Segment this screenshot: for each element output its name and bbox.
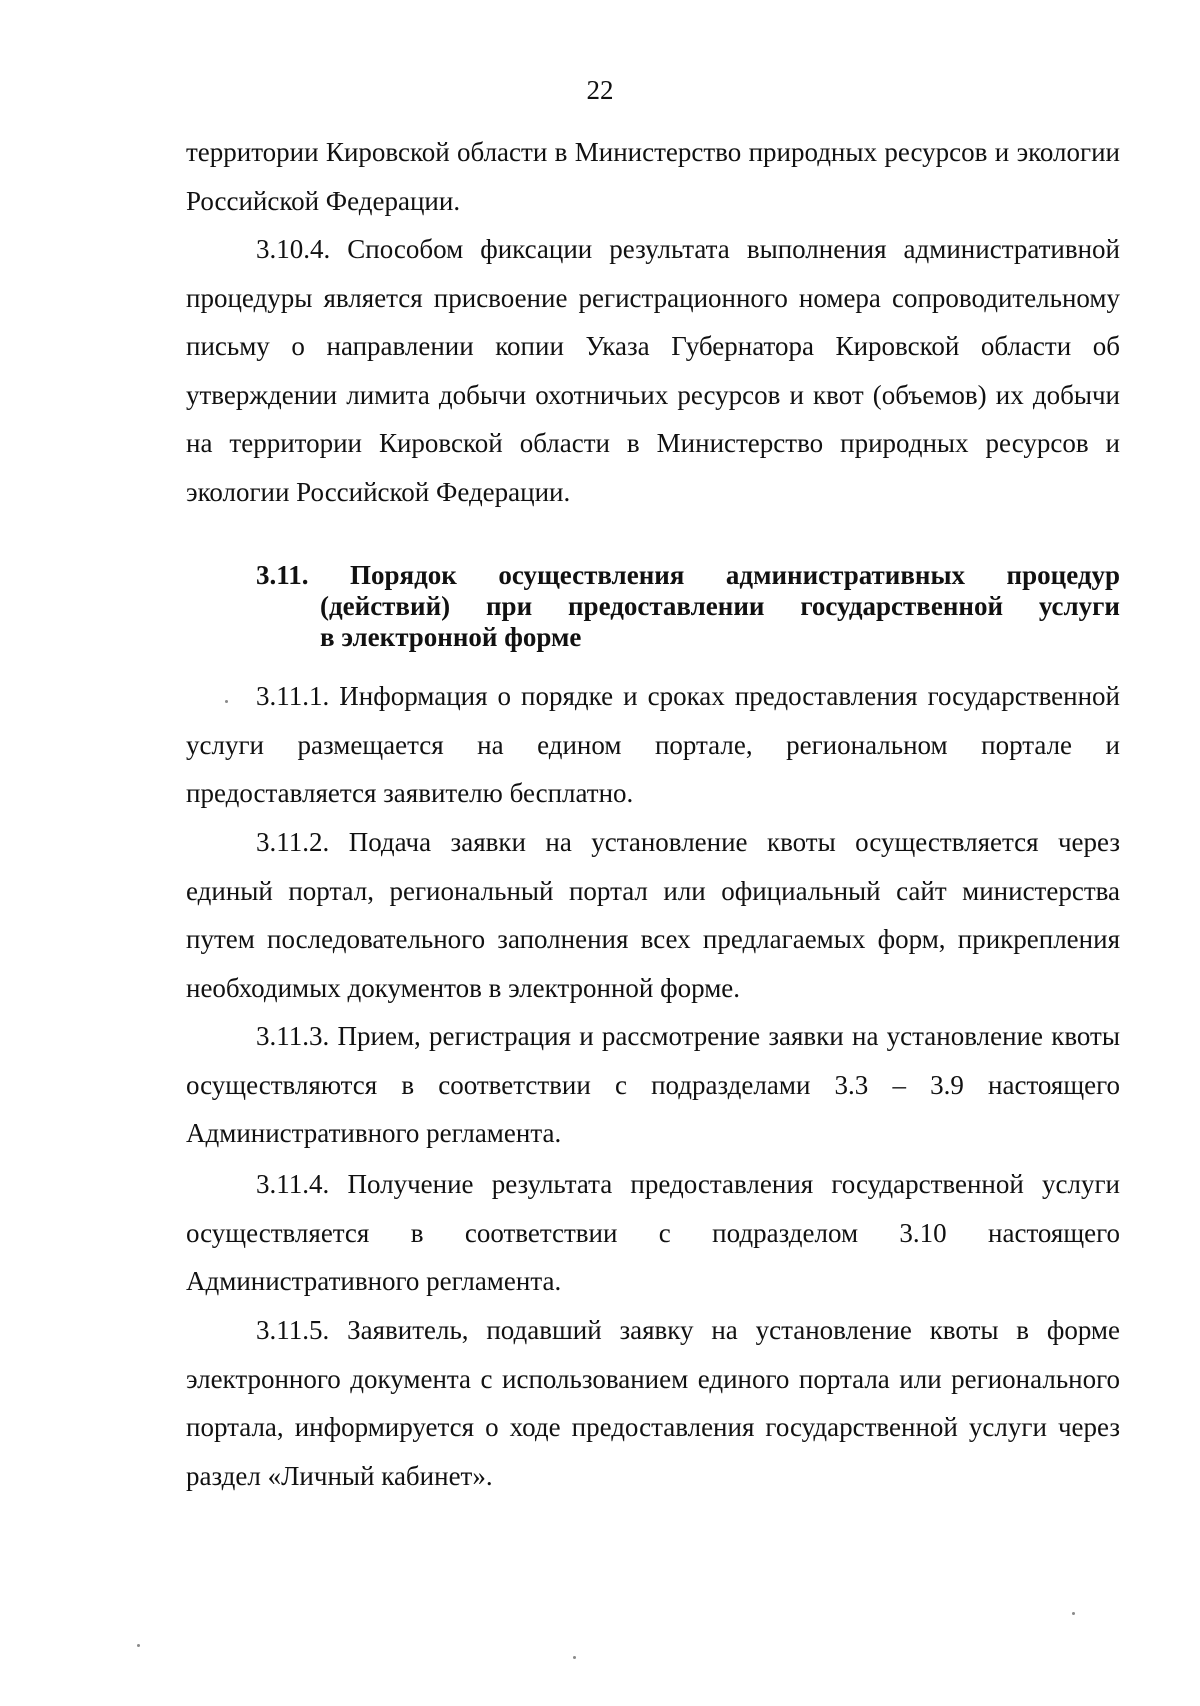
paragraph-3-11-2 — [186, 818, 1120, 1012]
section-heading-3-11 — [186, 560, 1120, 653]
paragraph-text: 3.11.5. Заявитель, подавший заявку на установление квоты в форме электронного документа с использованием единого портала или регионального портала, информируется о ходе предоставления государственной услуги через раздел «Личный кабинет». — [186, 1315, 1120, 1491]
heading-line: 3.11. Порядок осуществления административных процедур — [256, 560, 1120, 590]
heading-line: в электронной форме — [320, 622, 582, 652]
paragraph-text: 3.11.3. Прием, регистрация и рассмотрение заявки на установление квоты осуществляются в соответствии с подразделами 3.3 – 3.9 настоящего Административного регламента. — [186, 1021, 1120, 1148]
scan-speck — [573, 1656, 576, 1659]
paragraph-text: 3.11.1. Информация о порядке и сроках предоставления государственной услуги размещается на едином портале, региональном портале и предоставляется заявителю бесплатно. — [186, 681, 1120, 808]
paragraph-3-10-4 — [186, 225, 1120, 516]
scan-speck — [137, 1644, 140, 1647]
paragraph-text: 3.11.2. Подача заявки на установление квоты осуществляется через единый портал, региональный портал или официальный сайт министерства путем последовательного заполнения всех предлагаемых форм, прикрепления необходимых документов в электронной форме. — [186, 827, 1120, 1003]
paragraph-3-11-3 — [186, 1012, 1120, 1158]
paragraph-text: 3.10.4. Способом фиксации результата выполнения административной процедуры является присвоение регистрационного номера сопроводительному письму о направлении копии Указа Губернатора Кировской области об утверждении лимита добычи охотничьих ресурсов и квот (объемов) их добычи на территории Кировской области в Министерство природных ресурсов и экологии Российской Федерации. — [186, 234, 1120, 507]
paragraph-text: территории Кировской области в Министерство природных ресурсов и экологии Российской Федерации. — [186, 137, 1120, 216]
scan-speck — [225, 700, 228, 703]
paragraph-continuation — [186, 128, 1120, 225]
page-number: 22 — [586, 75, 614, 105]
paragraph-3-11-5 — [186, 1306, 1120, 1500]
scan-speck — [1072, 1612, 1075, 1615]
paragraph-3-11-1 — [186, 672, 1120, 818]
paragraph-text: 3.11.4. Получение результата предоставления государственной услуги осуществляется в соответствии с подразделом 3.10 настоящего Административного регламента. — [186, 1169, 1120, 1296]
paragraph-3-11-4 — [186, 1160, 1120, 1306]
heading-line: (действий) при предоставлении государственной услуги — [320, 591, 1120, 621]
